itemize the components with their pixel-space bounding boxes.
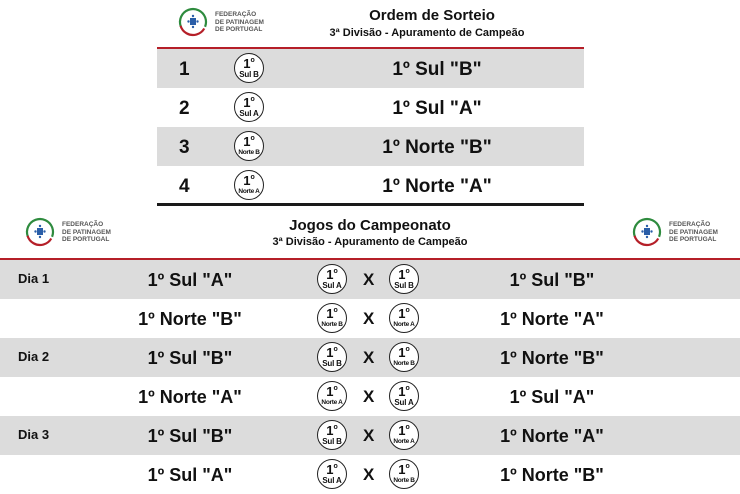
badge-group: Norte B — [321, 321, 343, 328]
draw-order-title: Ordem de Sorteio — [369, 7, 495, 24]
federation-name-line: DE PATINAGEM — [669, 228, 718, 236]
badge-ordinal: o — [250, 174, 255, 181]
versus-label: X — [363, 309, 375, 328]
draw-order-subtitle: 3ª Divisão - Apuramento de Campeão — [329, 27, 525, 39]
badge-rank-number: 1 — [326, 462, 334, 477]
badge-rank — [318, 424, 346, 437]
away-team: 1º Sul "A" — [509, 387, 595, 407]
badge-ordinal: o — [333, 463, 338, 470]
home-team: 1º Norte "B" — [138, 309, 242, 329]
badge-rank-number: 1 — [326, 267, 334, 282]
badge-ordinal: o — [250, 96, 255, 103]
badge-group: Sul A — [322, 281, 342, 290]
badge-group: Sul A — [322, 476, 342, 485]
badge-ordinal: o — [405, 463, 410, 470]
badge-rank — [318, 385, 346, 398]
badge-rank-number: 1 — [326, 384, 334, 399]
badge-rank-number: 1 — [398, 267, 406, 282]
away-group-badge — [389, 420, 419, 450]
draw-row — [157, 166, 584, 205]
badge-group: Sul B — [394, 281, 414, 290]
badge-rank — [318, 307, 346, 320]
badge-rank-number: 1 — [243, 95, 251, 110]
home-group-badge — [317, 420, 347, 450]
games-panel — [0, 207, 740, 493]
home-team: 1º Sul "B" — [147, 348, 233, 368]
game-row — [0, 416, 740, 455]
federation-logo — [177, 6, 287, 40]
versus-label: X — [363, 387, 375, 406]
badge-rank-number: 1 — [243, 134, 251, 149]
federation-emblem-icon — [24, 216, 56, 248]
away-group-badge — [389, 459, 419, 489]
team-name: 1º Sul "B" — [392, 59, 482, 80]
badge-group: Norte B — [393, 360, 415, 367]
game-row — [0, 377, 740, 416]
badge-group: Sul B — [322, 437, 342, 446]
away-team: 1º Norte "A" — [500, 309, 604, 329]
away-group-badge — [389, 381, 419, 411]
draw-row — [157, 88, 584, 127]
badge-ordinal: o — [333, 385, 338, 392]
badge-ordinal: o — [250, 135, 255, 142]
away-group-badge — [389, 264, 419, 294]
team-name: 1º Norte "B" — [382, 137, 492, 158]
group-badge — [234, 170, 264, 200]
badge-rank-number: 1 — [398, 423, 406, 438]
versus-label: X — [363, 426, 375, 445]
badge-ordinal: o — [405, 307, 410, 314]
federation-name — [62, 221, 111, 244]
federation-name — [215, 11, 264, 34]
badge-group: Sul A — [394, 398, 414, 407]
versus-label: X — [363, 270, 375, 289]
badge-group: Norte B — [238, 149, 260, 156]
federation-name-line: DE PATINAGEM — [215, 18, 264, 26]
badge-rank — [318, 463, 346, 476]
badge-rank — [318, 346, 346, 359]
home-group-badge — [317, 381, 347, 411]
games-header — [0, 207, 740, 259]
badge-group: Norte A — [238, 188, 260, 195]
federation-name-line: DE PATINAGEM — [62, 228, 111, 236]
badge-ordinal: o — [333, 307, 338, 314]
away-team: 1º Norte "B" — [500, 465, 604, 485]
draw-row — [157, 49, 584, 88]
group-badge — [234, 53, 264, 83]
badge-rank — [390, 307, 418, 320]
badge-ordinal: o — [333, 424, 338, 431]
badge-group: Sul B — [239, 70, 259, 79]
badge-rank — [390, 385, 418, 398]
team-name: 1º Sul "A" — [392, 98, 482, 119]
badge-rank-number: 1 — [243, 173, 251, 188]
home-team: 1º Sul "A" — [147, 270, 233, 290]
panel-bottom-border — [157, 203, 584, 206]
federation-logo — [631, 216, 740, 250]
badge-rank — [318, 268, 346, 281]
federation-name-line: DE PORTUGAL — [669, 236, 717, 243]
federation-emblem-icon — [631, 216, 663, 248]
badge-rank — [235, 174, 263, 187]
away-team: 1º Norte "A" — [500, 426, 604, 446]
versus-label: X — [363, 348, 375, 367]
away-team: 1º Norte "B" — [500, 348, 604, 368]
home-team: 1º Sul "B" — [147, 426, 233, 446]
badge-rank-number: 1 — [326, 306, 334, 321]
badge-ordinal: o — [333, 346, 338, 353]
game-row — [0, 299, 740, 338]
home-group-badge — [317, 342, 347, 372]
badge-rank — [390, 346, 418, 359]
badge-rank-number: 1 — [398, 306, 406, 321]
away-group-badge — [389, 303, 419, 333]
federation-logo — [24, 216, 134, 250]
badge-rank — [235, 96, 263, 109]
badge-group: Sul B — [322, 359, 342, 368]
federation-name — [669, 221, 718, 244]
game-row — [0, 455, 740, 494]
badge-ordinal: o — [405, 385, 410, 392]
team-name: 1º Norte "A" — [382, 176, 492, 197]
badge-group: Norte A — [393, 438, 415, 445]
match-day: Dia 2 — [18, 349, 50, 364]
federation-name-line: DE PORTUGAL — [62, 236, 110, 243]
federation-name-line: FEDERAÇÃO — [669, 221, 711, 228]
home-group-badge — [317, 264, 347, 294]
home-group-badge — [317, 459, 347, 489]
badge-ordinal: o — [405, 424, 410, 431]
draw-order-header — [157, 0, 584, 48]
games-subtitle: 3ª Divisão - Apuramento de Campeão — [272, 236, 468, 248]
draw-position: 1 — [179, 59, 190, 80]
badge-ordinal: o — [405, 346, 410, 353]
draw-position: 2 — [179, 98, 190, 119]
game-row — [0, 338, 740, 377]
away-team: 1º Sul "B" — [509, 270, 595, 290]
badge-rank — [235, 135, 263, 148]
away-group-badge — [389, 342, 419, 372]
badge-rank — [390, 463, 418, 476]
badge-group: Norte A — [393, 321, 415, 328]
badge-ordinal: o — [333, 268, 338, 275]
federation-emblem-icon — [177, 6, 209, 38]
match-day: Dia 1 — [18, 271, 50, 286]
badge-rank — [390, 268, 418, 281]
games-title: Jogos do Campeonato — [289, 217, 451, 234]
draw-row — [157, 127, 584, 166]
badge-rank-number: 1 — [398, 462, 406, 477]
match-day: Dia 3 — [18, 427, 50, 442]
badge-rank-number: 1 — [326, 345, 334, 360]
badge-rank-number: 1 — [398, 384, 406, 399]
home-team: 1º Norte "A" — [138, 387, 242, 407]
draw-position: 3 — [179, 137, 190, 158]
draw-order-panel — [157, 0, 584, 207]
badge-group: Norte A — [321, 399, 343, 406]
federation-name-line: FEDERAÇÃO — [215, 11, 257, 18]
badge-rank — [235, 57, 263, 70]
badge-rank — [390, 424, 418, 437]
game-row — [0, 260, 740, 299]
versus-label: X — [363, 465, 375, 484]
federation-name-line: FEDERAÇÃO — [62, 221, 104, 228]
badge-group: Sul A — [239, 109, 259, 118]
badge-rank-number: 1 — [326, 423, 334, 438]
badge-ordinal: o — [405, 268, 410, 275]
federation-name-line: DE PORTUGAL — [215, 26, 263, 33]
badge-rank-number: 1 — [398, 345, 406, 360]
badge-group: Norte B — [393, 477, 415, 484]
group-badge — [234, 131, 264, 161]
draw-position: 4 — [179, 176, 190, 197]
badge-rank-number: 1 — [243, 56, 251, 71]
group-badge — [234, 92, 264, 122]
home-group-badge — [317, 303, 347, 333]
home-team: 1º Sul "A" — [147, 465, 233, 485]
badge-ordinal: o — [250, 57, 255, 64]
